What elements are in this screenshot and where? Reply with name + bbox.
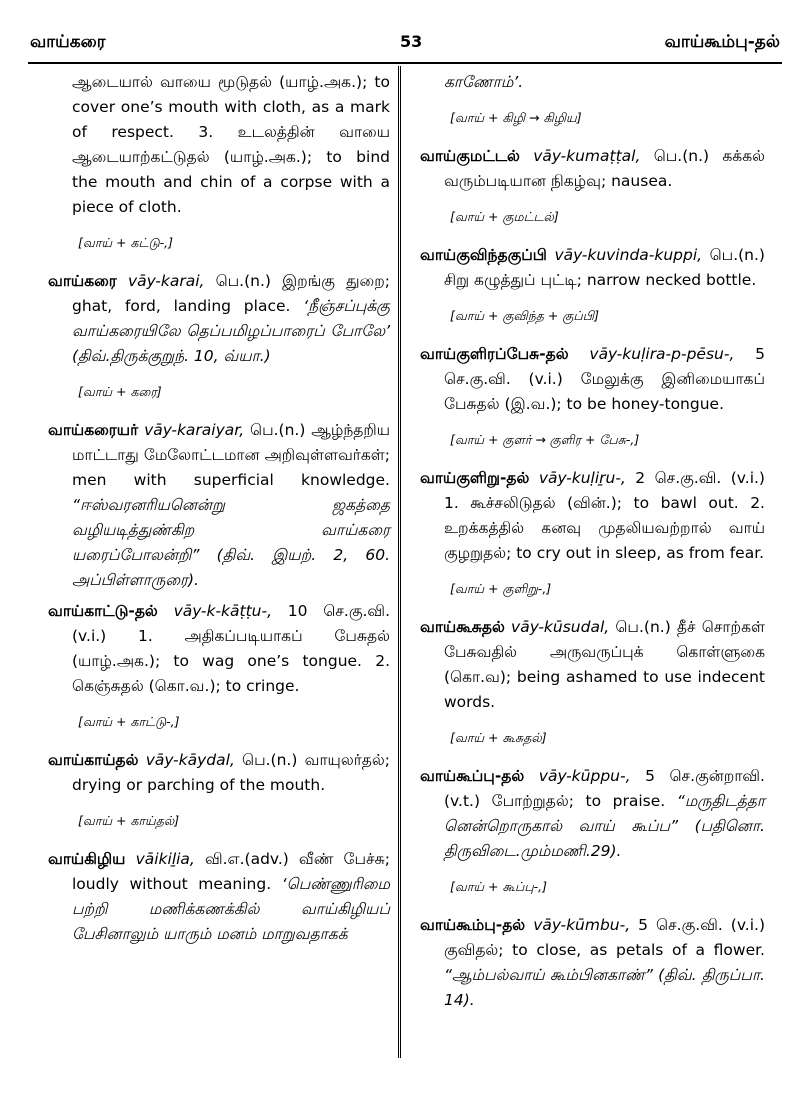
etymology: [வாய் + குமட்டல்] <box>450 209 559 224</box>
etymology: [வாய் + கிழி → கிழிய] <box>450 110 582 125</box>
headword: வாய்குளிறு-தல் <box>420 469 530 487</box>
transliteration: vāy-kūppu-, <box>538 767 631 785</box>
definition: 10 செ.கு.வி. (v.i.) 1. அதிகப்படியாகப் பேசுதல் (யாழ்.அக.); to wag one’s tongue. 2. கெஞ்சுதல் (கொ.வ.); to cringe. <box>72 602 390 695</box>
entry <box>48 418 390 593</box>
definition: 2 செ.கு.வி. (v.i.) 1. கூச்சலிடுதல் (வின்.); to bawl out. 2. உறக்கத்தில் கனவு முதலியவற்றால் வாய் குழறுதல்; to cry out in sleep, as from fear. <box>444 469 765 562</box>
etymology: [வாய் + கூப்பு-,] <box>450 879 548 894</box>
page-header <box>30 32 780 62</box>
page-number: 53 <box>400 32 423 51</box>
transliteration: vāy-karai, <box>127 272 205 290</box>
entry <box>420 764 765 864</box>
citation: “ஈஸ்வரனரியனென்று ஜகத்தை வழியடித்துண்கிற வாய்கரை யரைப்போலன்றி” (திவ். இயற். 2, 60. அப்பிள்ளாருரை). <box>72 496 390 589</box>
entry <box>420 615 765 715</box>
definition: 5 செ.கு.வி. (v.i.) குவிதல்; to close, as petals of a flower. <box>444 916 765 959</box>
entry <box>420 466 765 566</box>
right-column <box>420 70 765 1019</box>
headword: வாய்கூசுதல் <box>420 618 505 636</box>
entry <box>48 847 390 947</box>
etymology: [வாய் + காட்டு-,] <box>78 714 180 729</box>
entry <box>420 342 765 417</box>
definition: பெ.(n.) இறங்கு துறை; ghat, ford, landing place. <box>72 272 391 315</box>
entry <box>48 748 390 798</box>
etymology: [வாய் + கரை] <box>78 384 162 399</box>
transliteration: vāy-kuvinda-kuppi, <box>554 246 703 264</box>
transliteration: vāy-kūsudal, <box>511 618 610 636</box>
transliteration: vāy-kuḷira-p-pēsu-, <box>589 345 735 363</box>
citation: “மருதிடத்தா னென்றொருகால் வாய் கூப்ப” (பதினொ. திருவிடை.மும்மணி.29). <box>444 792 765 860</box>
entry <box>48 269 390 369</box>
etymology: [வாய் + குளிறு-,] <box>450 581 552 596</box>
citation: ‘நீஞ்சப்புக்கு வாய்கரையிலே தெப்பமிழப்பாரைப் போலே’ (திவ்.திருக்குறுந். 10, வ்யா.) <box>72 297 390 365</box>
definition: பெ.(n.) வாயுலர்தல்; drying or parching of the mouth. <box>72 751 390 794</box>
continuation-text: ஆடையால் வாயை மூடுதல் (யாழ்.அக.); to cover one’s mouth with cloth, as a mark of respect. 3. உடலத்தின் வாயை ஆடையாற்கட்டுதல் (யாழ்.அக.); to bind the mouth and chin of a corpse with a piece of cloth. <box>72 73 390 216</box>
continuation-text <box>420 70 765 95</box>
citation: “ஆம்பல்வாய் கூம்பினகாண்” (திவ். திருப்பா. 14). <box>444 966 765 1009</box>
entry <box>48 599 390 699</box>
headword: வாய்கூம்பு-தல் <box>420 916 526 934</box>
transliteration: vāy-kumaṭṭal, <box>533 147 641 165</box>
headword: வாய்குமட்டல் <box>420 147 520 165</box>
citation: காணோம்’. <box>444 73 524 91</box>
entry <box>420 144 765 194</box>
headword: வாய்குவிந்தகுப்பி <box>420 246 547 264</box>
left-column <box>48 70 390 953</box>
transliteration: vāy-kūmbu-, <box>533 916 631 934</box>
headword: வாய்கரை <box>48 272 117 290</box>
headword: வாய்கிழிய <box>48 850 126 868</box>
definition: 5 செ.கு.வி. (v.i.) மேலுக்கு இனிமையாகப் பேசுதல் (இ.வ.); to be honey-tongue. <box>444 345 765 413</box>
header-guide-word-left: வாய்கரை <box>30 32 106 52</box>
definition: பெ.(n.) தீச் சொற்கள் பேசுவதில் அருவருப்புக் கொள்ளுகை (கொ.வ); being ashamed to use indecent words. <box>444 618 765 711</box>
headword: வாய்கூப்பு-தல் <box>420 767 525 785</box>
definition: 5 செ.குன்றாவி. (v.t.) போற்றுதல்; to praise. <box>444 767 765 810</box>
etymology: [வாய் + காய்தல்] <box>78 813 180 828</box>
definition: பெ.(n.) ஆழ்ந்தறிய மாட்டாது மேலோட்டமான அறிவுள்ளவர்கள்; men with superficial knowledge. <box>72 421 390 489</box>
etymology: [வாய் + கட்டு-,] <box>78 235 173 250</box>
etymology: [வாய் + கூசுதல்] <box>450 730 547 745</box>
transliteration: vāy-kāydal, <box>145 751 235 769</box>
etymology: [வாய் + குளர் → குளிர + பேசு-,] <box>450 432 640 447</box>
transliteration: vāy-karaiyar, <box>144 421 245 439</box>
header-guide-word-right: வாய்கூம்பு-தல் <box>664 32 780 52</box>
headword: வாய்காட்டு-தல் <box>48 602 158 620</box>
etymology: [வாய் + குவிந்த + குப்பி] <box>450 308 599 323</box>
transliteration: vāy-kuḷiṟu-, <box>538 469 626 487</box>
definition: வி.எ.(adv.) வீண் பேச்சு; loudly without meaning. <box>72 850 390 893</box>
transliteration: vāy-k-kāṭṭu-, <box>173 602 273 620</box>
definition: பெ.(n.) கக்கல் வரும்படியான நிகழ்வு; nausea. <box>444 147 765 190</box>
definition: பெ.(n.) சிறு கழுத்துப் புட்டி; narrow necked bottle. <box>444 246 765 289</box>
column-divider <box>398 66 404 1058</box>
headword: வாய்காய்தல் <box>48 751 139 769</box>
citation: ‘பெண்ணுரிமை பற்றி மணிக்கணக்கில் வாய்கிழியப் பேசினாலும் யாரும் மனம் மாறுவதாகக் <box>72 875 390 943</box>
entry <box>420 913 765 1013</box>
headword: வாய்குளிரப்பேசு-தல் <box>420 345 569 363</box>
headword: வாய்கரையர் <box>48 421 139 439</box>
entry <box>420 243 765 293</box>
transliteration: vāikiḻia, <box>135 850 195 868</box>
header-rule <box>28 62 782 64</box>
